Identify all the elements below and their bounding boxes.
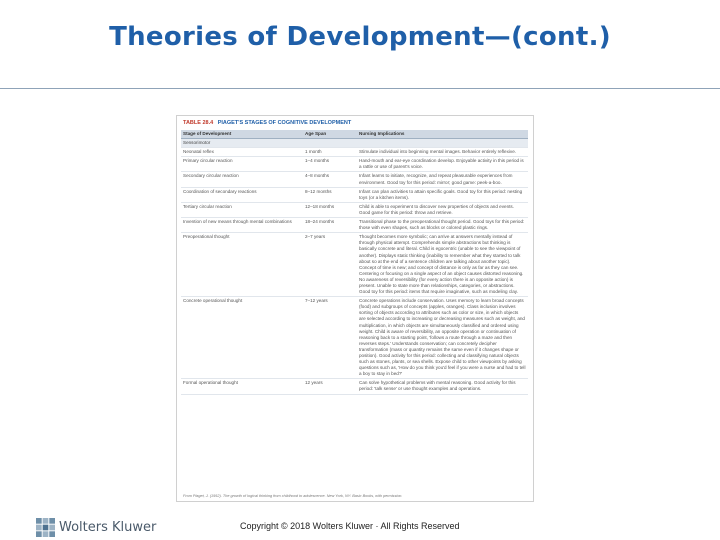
header-age-span: Age Span xyxy=(303,130,357,139)
logo-text: Wolters Kluwer xyxy=(59,520,157,535)
implication-cell: Infant learns to initiate, recognize, and repeat pleasurable experiences from environment. Good toy for this period: mirror; good game: peek-a-boo. xyxy=(357,172,528,187)
table-row xyxy=(181,187,528,202)
stage-cell: Neonatal reflex xyxy=(181,148,303,157)
table-row xyxy=(181,233,528,297)
stage-cell: Tertiary circular reaction xyxy=(181,202,303,217)
implication-cell: Child is able to experiment to discover new properties of objects and events. Good game for this period: throw and retrieve. xyxy=(357,202,528,217)
implication-cell: Infant can plan activities to attain specific goals. Good toy for this period: nesting toys (or a kitchen items). xyxy=(357,187,528,202)
age-cell: 18–24 months xyxy=(303,218,357,233)
table-row xyxy=(181,172,528,187)
table-number: TABLE 28.4 xyxy=(183,120,214,126)
stage-cell: Coordination of secondary reactions xyxy=(181,187,303,202)
table-row xyxy=(181,202,528,217)
table-row xyxy=(181,148,528,157)
table-row xyxy=(181,297,528,379)
table-header-row xyxy=(181,130,528,139)
wolters-kluwer-logo xyxy=(36,518,156,537)
implication-cell: Hand-mouth and ear-eye coordination develop. Enjoyable activity in this period is a rattle or use of parent's voice. xyxy=(357,157,528,172)
age-cell: 8–12 months xyxy=(303,187,357,202)
implication-cell: Thought becomes more symbolic; can arrive at answers mentally instead of through physical attempt. Comprehends simple abstractions but thinking is basically concrete and literal. Child is egocentric (unable to see the viewpoint of another). Displays static thinking (inability to remember what they started to talk about so at the end of a sentence children are talking about another topic). Concept of time is new; and concept of distance is only as far as they can see. Centering or focusing on a single aspect of an object causes distorted reasoning. No awareness of reversibility (for every action there is an opposite action) is present. Unable to state more than relationships, categories, or abstractions. Good toy for this period: items that require imaginative, such as modeling clay. xyxy=(357,233,528,297)
table-row xyxy=(181,379,528,394)
header-nursing-implications: Nursing Implications xyxy=(357,130,528,139)
implication-cell: Transitional phase to the preoperational thought period. Good toys for this period: those with even shapes, such as blocks or colored plastic rings. xyxy=(357,218,528,233)
table-title: PIAGET'S STAGES OF COGNITIVE DEVELOPMENT xyxy=(217,120,352,126)
stages-table xyxy=(181,130,528,395)
age-cell: 4–8 months xyxy=(303,172,357,187)
copyright-notice: Copyright © 2018 Wolters Kluwer · All Rights Reserved xyxy=(240,521,460,531)
title-divider xyxy=(0,88,720,89)
stage-cell: Concrete operational thought xyxy=(181,297,303,379)
stage-cell: Secondary circular reaction xyxy=(181,172,303,187)
implication-cell: Stimulate individual into beginning mental images. Behavior entirely reflexive. xyxy=(357,148,528,157)
age-cell: 12–18 months xyxy=(303,202,357,217)
age-cell: 7–12 years xyxy=(303,297,357,379)
section-label: Sensorimotor xyxy=(181,139,528,148)
table-image xyxy=(176,115,534,502)
table-row xyxy=(181,157,528,172)
header-stage: Stage of Development xyxy=(181,130,303,139)
age-cell: 12 years xyxy=(303,379,357,394)
table-source-note: From Piaget, J. (1952). The growth of logical thinking from childhood to adolescence. New York, NY: Basic Books, with permission. xyxy=(183,494,403,498)
stage-cell: Preoperational thought xyxy=(181,233,303,297)
stage-cell: Primary circular reaction xyxy=(181,157,303,172)
wolters-kluwer-logo-icon xyxy=(36,518,55,537)
implication-cell: Can solve hypothetical problems with mental reasoning. Good activity for this period: 'talk sense' or use thought examples and operations. xyxy=(357,379,528,394)
table-row xyxy=(181,218,528,233)
age-cell: 1–4 months xyxy=(303,157,357,172)
age-cell: 1 month xyxy=(303,148,357,157)
section-row xyxy=(181,139,528,148)
table-caption xyxy=(183,120,351,126)
age-cell: 2–7 years xyxy=(303,233,357,297)
implication-cell: Concrete operations include conservation. Uses memory to learn broad concepts (food) and subgroups of concepts (apples, oranges). Class inclusion involves sorting of objects according to attributes such as color or size, in which objects are selected according to increasing or decreasing measures such as weight, and multiplication, in which objects are simultaneously classified and ordered using weight. Child is aware of reversibility, an opposite operation or continuation of reasoning back to a starting point, 'follows a route through a maze and then reverses steps.' Understands conservation; can concretely decipher transformation (mass or quantity remains the same even if it changes shape or position). Good activity for this period: collecting and classifying natural objects such as stones, plants, or sea shells. Expose child to other viewpoints by asking questions such as, 'How do you think you'd feel if you were a nurse and had to tell a boy to stay in bed?' xyxy=(357,297,528,379)
slide-title: Theories of Development—(cont.) xyxy=(109,22,611,52)
stage-cell: Formal operational thought xyxy=(181,379,303,394)
stage-cell: Invention of new means through mental combinations xyxy=(181,218,303,233)
